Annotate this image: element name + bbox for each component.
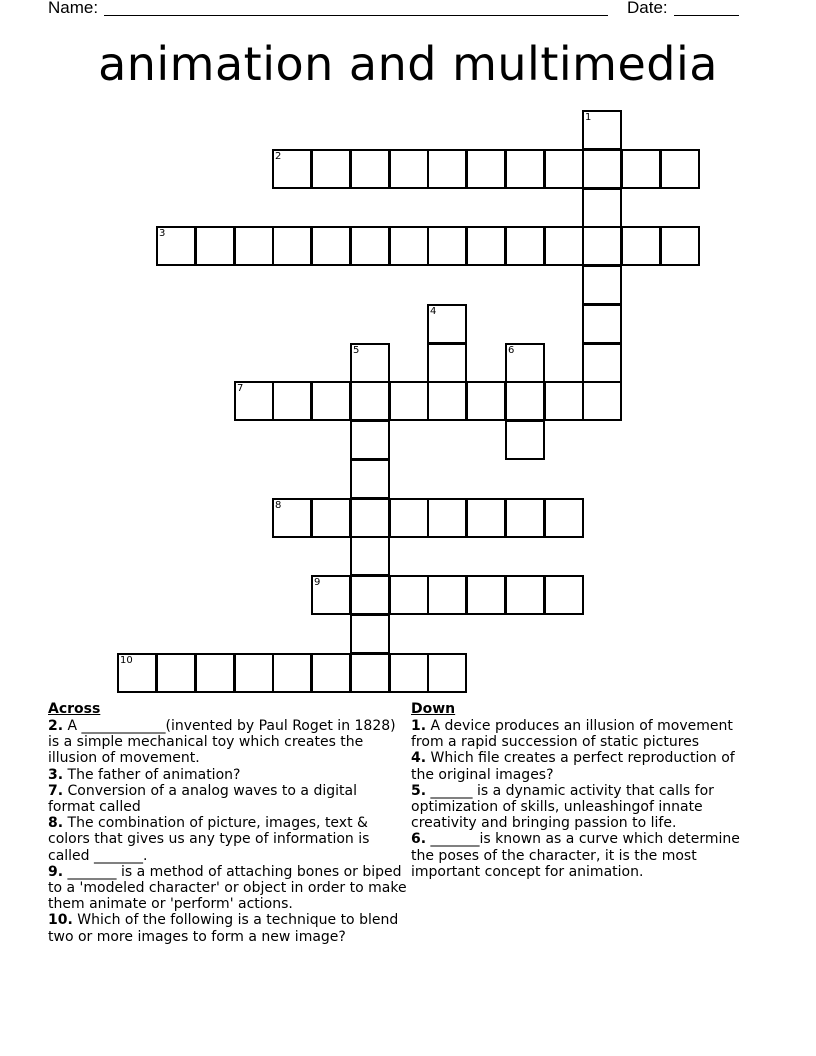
across-clue-list [48,718,408,945]
grid-cell[interactable] [389,226,429,266]
clue-text: A device produces an illusion of movement from a rapid succession of static pictures [411,718,733,751]
grid-cell[interactable] [505,226,545,266]
clue-number: 6. [411,831,427,848]
clue-number-label: 9 [314,577,321,588]
grid-cell[interactable] [156,653,196,693]
down-heading: Down [411,701,456,717]
grid-cell-9[interactable] [311,575,351,615]
grid-cell-1[interactable] [582,110,622,150]
clue-number: 2. [48,718,64,734]
grid-cell[interactable] [350,149,390,189]
grid-cell[interactable] [389,498,429,538]
grid-cell[interactable] [389,575,429,615]
clue-number: 8. [48,815,64,832]
clue-number: 3. [48,766,64,783]
grid-cell[interactable] [272,381,312,421]
grid-cell[interactable] [389,149,429,189]
grid-cell[interactable] [311,653,351,693]
grid-cell[interactable] [389,653,429,693]
clue-number: 10. [48,912,73,929]
across-clue [48,767,408,783]
grid-cell[interactable] [427,381,467,421]
across-clue [48,718,408,767]
clue-text: _______is known as a curve which determine the poses of the character, it is the most important concept for animation. [411,831,740,880]
grid-cell[interactable] [582,304,622,344]
grid-cell[interactable] [427,343,467,383]
grid-cell[interactable] [427,149,467,189]
across-clue [48,815,408,864]
down-clue [411,783,756,832]
date-label: Date: [627,0,668,17]
grid-cell[interactable] [466,575,506,615]
grid-cell[interactable] [389,381,429,421]
across-clue [48,912,408,944]
grid-cell-4[interactable] [427,304,467,344]
clue-text: Which file creates a perfect reproduction of the original images? [411,750,735,783]
grid-cell[interactable] [621,226,661,266]
grid-cell[interactable] [311,381,351,421]
clue-text: ______ is a dynamic activity that calls for optimization of skills, unleashingof innate creativity and bringing passion to life. [411,782,714,832]
grid-cell[interactable] [350,575,390,615]
grid-cell[interactable] [621,149,661,189]
clue-number-label: 3 [159,228,166,239]
clue-text: The combination of picture, images, text & colors that gives us any type of information is called _______. [48,815,370,864]
grid-cell[interactable] [544,575,584,615]
grid-cell-7[interactable] [234,381,274,421]
grid-cell[interactable] [544,149,584,189]
down-clues [411,700,756,880]
clue-number-label: 1 [585,112,592,123]
across-clue [48,783,408,815]
grid-cell[interactable] [350,614,390,654]
grid-cell[interactable] [544,381,584,421]
across-clues [48,700,408,945]
clue-text: The father of animation? [63,766,241,783]
name-label: Name: [48,0,99,17]
grid-cell[interactable] [350,381,390,421]
grid-cell[interactable] [272,226,312,266]
grid-cell[interactable] [582,226,622,266]
grid-cell[interactable] [311,149,351,189]
grid-cell[interactable] [350,653,390,693]
grid-cell[interactable] [582,343,622,383]
clue-text: _______ is a method of attaching bones or biped to a 'modeled character' or object in order to make them animate or 'perform' actions. [48,863,407,913]
clue-number: 9. [48,863,64,880]
clue-number: 7. [48,782,64,799]
grid-cell[interactable] [582,149,622,189]
grid-cell[interactable] [350,459,390,499]
down-clue [411,750,756,782]
clue-number-label: 8 [275,500,282,511]
grid-cell[interactable] [350,536,390,576]
grid-cell[interactable] [466,226,506,266]
grid-cell[interactable] [466,498,506,538]
clue-number-label: 6 [508,345,515,356]
grid-cell[interactable] [505,420,545,460]
puzzle-title: animation and multimedia [98,37,718,91]
grid-cell[interactable] [272,653,312,693]
down-clue [411,831,756,880]
grid-cell[interactable] [660,149,700,189]
grid-cell[interactable] [195,653,235,693]
grid-cell[interactable] [311,226,351,266]
grid-cell[interactable] [544,226,584,266]
clue-number-label: 10 [120,655,133,666]
grid-cell[interactable] [505,381,545,421]
grid-cell[interactable] [582,265,622,305]
clue-number: 4. [411,750,427,767]
grid-cell[interactable] [544,498,584,538]
clue-text: A ____________(invented by Paul Roget in 1828) is a simple mechanical toy which creates the illusion of movement. [48,718,396,767]
grid-cell[interactable] [427,498,467,538]
grid-cell[interactable] [350,226,390,266]
grid-cell-5[interactable] [350,343,390,383]
clue-number: 1. [411,718,427,734]
down-clue-list [411,718,756,880]
clue-text: Conversion of a analog waves to a digital format called [48,782,357,816]
grid-cell[interactable] [427,653,467,693]
down-clue [411,718,756,750]
grid-cell[interactable] [582,381,622,421]
clue-number-label: 2 [275,151,282,162]
grid-cell[interactable] [427,226,467,266]
grid-cell[interactable] [660,226,700,266]
grid-cell[interactable] [466,149,506,189]
grid-cell[interactable] [234,653,274,693]
grid-cell[interactable] [350,498,390,538]
clue-number: 5. [411,782,427,799]
clue-number-label: 4 [430,306,437,317]
grid-cell[interactable] [505,498,545,538]
grid-cell[interactable] [350,420,390,460]
clue-number-label: 7 [237,383,244,394]
grid-cell[interactable] [234,226,274,266]
grid-cell[interactable] [195,226,235,266]
grid-cell-6[interactable] [505,343,545,383]
grid-cell-3[interactable] [156,226,196,266]
grid-cell[interactable] [427,575,467,615]
grid-cell[interactable] [505,575,545,615]
grid-cell[interactable] [582,188,622,228]
grid-cell-10[interactable] [117,653,157,693]
across-clue [48,864,408,913]
clue-number-label: 5 [353,345,360,356]
grid-cell[interactable] [466,381,506,421]
grid-cell-2[interactable] [272,149,312,189]
across-heading: Across [48,701,101,717]
grid-cell[interactable] [505,149,545,189]
grid-cell[interactable] [311,498,351,538]
grid-cell-8[interactable] [272,498,312,538]
clue-text: Which of the following is a technique to blend two or more images to form a new image? [48,912,399,945]
